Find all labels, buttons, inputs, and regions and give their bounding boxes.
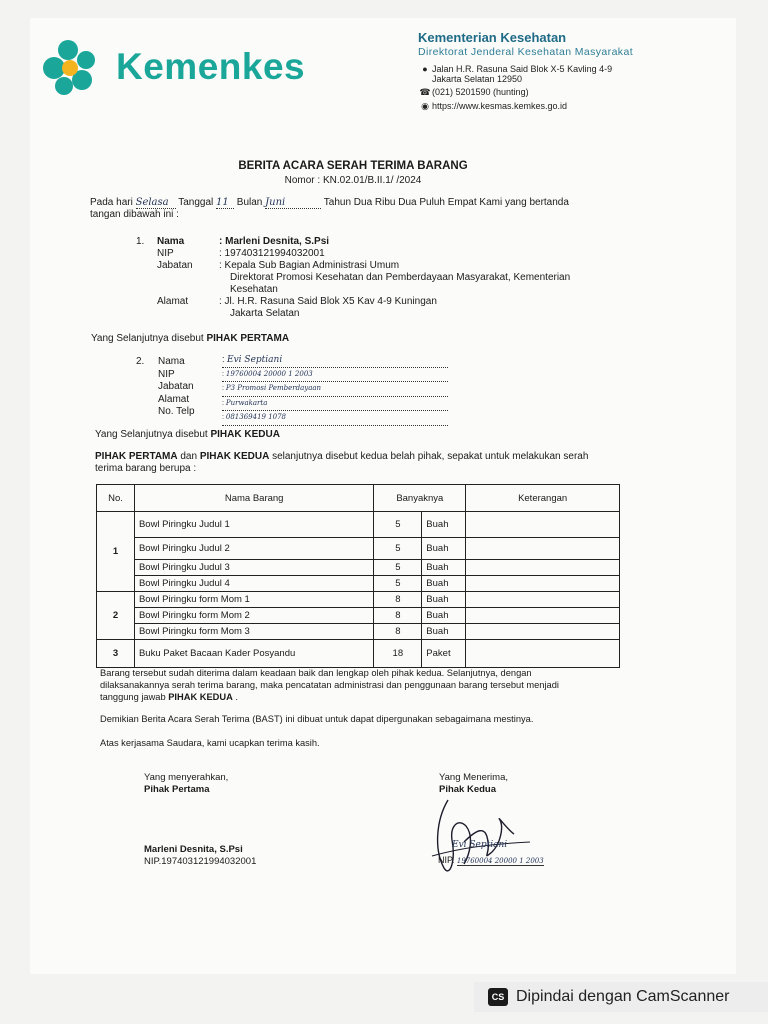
right-signature-role: Pihak Kedua <box>439 784 497 795</box>
location-icon: ● <box>422 64 428 74</box>
item-name: Bowl Piringku form Mom 3 <box>134 624 373 640</box>
party1-address-line-2: Jakarta Selatan <box>230 308 300 319</box>
item-name: Buku Paket Bacaan Kader Posyandu <box>134 640 373 668</box>
party2-phone: 081369419 1078 <box>225 413 287 421</box>
group-number: 2 <box>97 592 135 640</box>
item-qty: 5 <box>374 560 422 576</box>
party1-name-label: Nama <box>157 236 185 247</box>
left-signer <box>144 844 256 868</box>
item-qty: 5 <box>374 538 422 560</box>
closing-statement: Demikian Berita Acara Serah Terima (BAST) ini dibuat untuk dapat dipergunakan sebagaimana mestinya. <box>100 714 534 724</box>
agency-info <box>418 30 718 112</box>
item-unit: Buah <box>422 512 466 538</box>
agency-website[interactable]: https://www.kesmas.kemkes.go.id <box>432 101 568 111</box>
party2-name: Evi Septiani <box>227 355 283 365</box>
closing-thanks: Atas kerjasama Saudara, kami ucapkan terima kasih. <box>100 738 320 748</box>
item-note <box>466 560 620 576</box>
party2-nip-label: NIP <box>158 368 175 380</box>
party1-nip: : 197403121994032001 <box>219 248 325 259</box>
item-qty: 8 <box>374 592 422 608</box>
camscanner-icon: CS <box>488 988 508 1006</box>
item-unit: Buah <box>422 608 466 624</box>
globe-icon: ◉ <box>421 101 429 111</box>
item-note <box>466 592 620 608</box>
intro-paragraph: Pada hari Selasa Tanggal 11 Bulan Juni Tahun Dua Ribu Dua Puluh Empat Kami yang bertanda tangan dibawah ini : <box>90 197 569 220</box>
item-note <box>466 512 620 538</box>
group-number: 1 <box>97 512 135 592</box>
party2-number: 2. <box>136 356 145 367</box>
right-signer-name: Evi Septiani <box>452 840 508 850</box>
item-name: Bowl Piringku form Mom 2 <box>134 608 373 624</box>
left-signer-nip: NIP.197403121994032001 <box>144 856 257 867</box>
party2-position-label: Jabatan <box>158 381 194 392</box>
agreement-paragraph: PIHAK PERTAMA dan PIHAK KEDUA selanjutnya disebut kedua belah pihak, sepakat untuk melakukan serah terima barang berupa : <box>95 451 589 474</box>
item-qty: 5 <box>374 512 422 538</box>
item-note <box>466 640 620 668</box>
item-name: Bowl Piringku Judul 3 <box>134 560 373 576</box>
party2-labels <box>158 356 195 419</box>
ministry-name: Kementerian Kesehatan <box>418 30 567 45</box>
item-unit: Buah <box>422 576 466 592</box>
item-unit: Buah <box>422 624 466 640</box>
table-row <box>97 576 620 592</box>
item-name: Bowl Piringku form Mom 1 <box>134 592 373 608</box>
group-number: 3 <box>97 640 135 668</box>
items-table <box>96 484 620 668</box>
item-note <box>466 576 620 592</box>
item-name: Bowl Piringku Judul 4 <box>134 576 373 592</box>
address-line-1: Jalan H.R. Rasuna Said Blok X-5 Kavling 4-9 <box>432 64 613 74</box>
header-item-name: Nama Barang <box>134 485 373 512</box>
agency-phone: (021) 5201590 (hunting) <box>432 87 529 97</box>
left-signature-block <box>144 772 228 796</box>
item-qty: 5 <box>374 576 422 592</box>
party1-nip-label: NIP <box>157 248 174 259</box>
camscanner-text: Dipindai dengan CamScanner <box>516 988 730 1005</box>
closing-paragraph: Barang tersebut sudah diterima dalam keadaan baik dan lengkap oleh pihak kedua. Selanjutnya, dengan dilaksanakannya serah terima barang, maka pencatatan administrasi dan penggunaan barang tersebut menjadi tanggung jawab PIHAK KEDUA . <box>100 668 559 702</box>
header-no: No. <box>97 485 135 512</box>
document-number: Nomor : KN.02.01/B.II.1/ /2024 <box>284 175 422 186</box>
header-notes: Keterangan <box>466 485 620 512</box>
handwritten-signature-icon <box>430 790 550 886</box>
party1-caption: Yang Selanjutnya disebut PIHAK PERTAMA <box>91 333 290 344</box>
party2-caption: Yang Selanjutnya disebut PIHAK KEDUA <box>95 429 280 440</box>
table-row <box>97 560 620 576</box>
party2-position: P3 Promosi Pemberdayaan <box>225 384 322 392</box>
party1-number: 1. <box>136 236 145 247</box>
address-line-2: Jakarta Selatan 12950 <box>432 74 523 84</box>
table-row <box>97 512 620 538</box>
right-signer-nip-row: NIP. 19760004 20000 1 2003 <box>438 855 544 865</box>
party2-nip: 19760004 20000 1 2003 <box>225 369 313 378</box>
item-unit: Buah <box>422 592 466 608</box>
handwritten-month: Juni <box>265 197 321 209</box>
party2-address-label: Alamat <box>158 393 190 405</box>
item-unit: Paket <box>422 640 466 668</box>
party1-position-line-3: Kesehatan <box>230 284 278 295</box>
party1-position: : Kepala Sub Bagian Administrasi Umum <box>219 260 400 271</box>
party1-name: : Marleni Desnita, S.Psi <box>219 236 330 247</box>
header-quantity: Banyaknya <box>374 485 466 512</box>
item-note <box>466 538 620 560</box>
item-qty: 8 <box>374 624 422 640</box>
item-unit: Buah <box>422 560 466 576</box>
party2-address: Purwakarta <box>225 398 268 407</box>
right-signer-nip: 19760004 20000 1 2003 <box>456 857 544 865</box>
address-row <box>418 64 718 84</box>
website-row <box>418 101 718 112</box>
camscanner-watermark <box>474 982 768 1012</box>
item-qty: 8 <box>374 608 422 624</box>
handwritten-day: Selasa <box>136 197 176 209</box>
table-row <box>97 640 620 668</box>
item-name: Bowl Piringku Judul 2 <box>134 538 373 560</box>
item-note <box>466 608 620 624</box>
party2-name-label: Nama <box>158 356 185 367</box>
directorate-name: Direktorat Jenderal Kesehatan Masyarakat <box>418 46 634 58</box>
party1-position-line-2: Direktorat Promosi Kesehatan dan Pemberdayaan Masyarakat, Kementerian <box>230 272 571 283</box>
party1-address-label: Alamat <box>157 296 189 307</box>
table-row <box>97 608 620 624</box>
table-row <box>97 592 620 608</box>
table-row <box>97 538 620 560</box>
item-unit: Buah <box>422 538 466 560</box>
party1-position-label: Jabatan <box>157 260 193 271</box>
document-title: BERITA ACARA SERAH TERIMA BARANG <box>238 160 468 172</box>
handwritten-date: 11 <box>216 197 234 209</box>
left-signature-label: Yang menyerahkan, <box>144 772 229 783</box>
left-signer-name: Marleni Desnita, S.Psi <box>144 844 243 855</box>
kemenkes-logo-icon <box>38 38 106 98</box>
table-row <box>97 624 620 640</box>
right-signature-label: Yang Menerima, <box>439 772 508 783</box>
item-name: Bowl Piringku Judul 1 <box>134 512 373 538</box>
brand-logotype: Kemenkes <box>116 46 306 87</box>
party2-phone-label: No. Telp <box>158 406 195 417</box>
phone-icon: ☎ <box>419 87 431 97</box>
party2-values: : Evi Septiani : 19760004 20000 1 2003 : P3 Promosi Pemberdayaan : Purwakarta : 081369419 1078 <box>222 353 448 426</box>
item-qty: 18 <box>374 640 422 668</box>
table-header-row <box>97 485 620 512</box>
left-signature-role: Pihak Pertama <box>144 784 210 795</box>
item-note <box>466 624 620 640</box>
party1-address: : Jl. H.R. Rasuna Said Blok X5 Kav 4-9 Kuningan <box>219 296 437 307</box>
phone-row <box>418 87 718 98</box>
